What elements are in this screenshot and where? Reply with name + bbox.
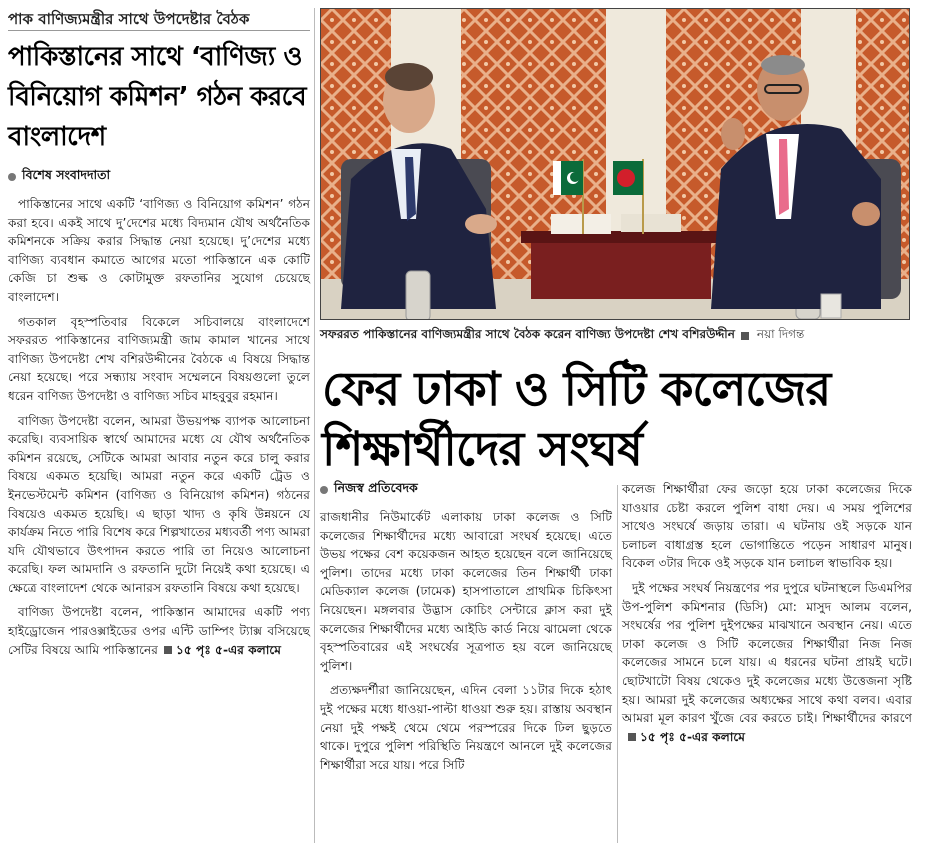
- main-headline: ফের ঢাকা ও সিটি কলেজের শিক্ষার্থীদের সংঘর্ষ: [322, 362, 831, 477]
- bullet-icon: [8, 173, 16, 181]
- main-paragraph: প্রত্যক্ষদর্শীরা জানিয়েছেন, এদিন বেলা ১১টার দিকে হঠাৎ দুই পক্ষের মধ্যে ধাওয়া-পাল্টা ধাওয়া শুরু হয়। রাস্তায় অবস্থান নেয়া দুই পক্ষই থেমে থেমে পরস্পরের দিকে ঢিল ছুড়তে থাকে। দুপুরে পুলিশ পরিস্থিতি নিয়ন্ত্রণে আনলে দুই কলেজের শিক্ষার্থীরা সরে যায়। পরে সিটি: [320, 683, 612, 772]
- kicker-rule: [8, 8, 310, 31]
- square-marker-icon: [628, 733, 636, 741]
- main-paragraph-text: দুই পক্ষের সংঘর্ষ নিয়ন্ত্রণের পর দুপুরে ঘটনাস্থলে ডিএমপির উপ-পুলিশ কমিশনার (ডিসি) মো: মাসুদ আলম বলেন, সংঘর্ষের পর পুলিশ দুইপক্ষের মাঝখানে অবস্থান নেয়। এতে ঢাকা কলেজ ও সিটি কলেজের শিক্ষার্থীরা নিজ নিজ কলেজের সামনে চলে যায়। এ ধরনের ঘটনা প্রায়ই ঘটে। ছোটখাটো বিষয় থেকেও দুই কলেজের মধ্যে উত্তেজনা সৃষ্টি হয়। আমরা দুই কলেজের অধ্যক্ষের সাথে কথা বলব। এবার আমরা মূল কারণ খুঁজে বের করতে চাই। শিক্ষার্থীদের কারণে: [622, 580, 912, 726]
- left-headline: পাকিস্তানের সাথে ‘বাণিজ্য ও বিনিয়োগ কমিশন’ গঠন করবে বাংলাদেশ: [8, 42, 307, 152]
- left-article: [8, 8, 310, 843]
- main-byline: [320, 480, 612, 500]
- left-paragraph: বাণিজ্য উপদেষ্টা বলেন, আমরা উভয়পক্ষ ব্যাপক আলোচনা করেছি। ব্যবসায়িক স্বার্থে আমাদের মধ্যে যে যৌথ অর্থনৈতিক কমিশন রয়েছে, সেটিকে আমরা আবার নতুন করে চালু করার বিষয়ে একমত হয়েছি। আমরা নতুন করে একটি ট্রেড ও ইনভেস্টমেন্ট কমিশন (বাণিজ্য ও বিনিয়োগ কমিশন) গঠনের বিষয়েও একমত হয়েছি। এ ছাড়া খাদ্য ও কৃষি উন্নয়নে যে কার্যক্রম নিতে পারি বিশেষ করে শিল্পখাতের মধ্যবর্তী পণ্য আমরা যদি যৌথভাবে উৎপাদন করতে পারি তা নিয়েও আলোচনা করেছি। ফল আমদানি ও রফতানি দুটো নিয়েই কথা হয়েছে। এ ক্ষেত্রে বাংলাদেশ থেকে আনারস রফতানি বিষয়ে কথা হয়েছে।: [8, 413, 310, 595]
- meeting-photo-illustration: [321, 9, 910, 320]
- photo-caption: [320, 326, 910, 346]
- square-marker-icon: [741, 332, 749, 340]
- main-paragraph: রাজধানীর নিউমার্কেট এলাকায় ঢাকা কলেজ ও সিটি কলেজের শিক্ষার্থীদের মধ্যে আবারো সংঘর্ষ হয়েছে। এতে উভয় পক্ষের বেশ কয়েকজন আহত হয়েছেন বলে জানিয়েছে পুলিশ। তাদের মধ্যে ঢাকা কলেজের তিন শিক্ষার্থী ঢাকা মেডিক্যাল কলেজ (ঢামেক) হাসপাতালে প্রাথমিক চিকিৎসা নিয়েছেন। মঙ্গলবার উদ্ভাস কোচিং সেন্টারে ক্লাস করা দুই কলেজের শিক্ষার্থীদের মধ্যে আইডি কার্ড নিয়ে ঝামেলা থেকে বৃহস্পতিবারের এই সংঘর্ষের সূত্রপাত হয় বলে জানিয়েছে পুলিশ।: [320, 510, 612, 673]
- left-paragraph-text: বাণিজ্য উপদেষ্টা বলেন, পাকিস্তান আমাদের একটি পণ্য হাইড্রোজেন পারওক্সাইডের ওপর এন্টি ডাম্পিং ট্যাক্স বসিয়েছে সেটির বিষয়ে আমি পাকিস্তানের: [8, 605, 310, 657]
- left-continuation: ১৫ পৃঃ ৫-এর কলামে: [175, 642, 282, 657]
- square-marker-icon: [164, 646, 172, 654]
- main-article-column-2: [622, 480, 912, 746]
- photo-caption-text: সফররত পাকিস্তানের বাণিজ্যমন্ত্রীর সাথে বৈঠক করেন বাণিজ্য উপদেষ্টা শেখ বশিরউদ্দীন: [320, 327, 735, 341]
- main-paragraph: কলেজ শিক্ষার্থীরা ফের জড়ো হয়ে ঢাকা কলেজের দিকে যাওয়ার চেষ্টা করলে পুলিশ বাধা দেয়। এ সময় পুলিশের সাথেও সংঘর্ষে জড়ায় তারা। এ ঘটনায় ওই সড়কে যান চলাচল বাধাগ্রস্ত হলে ভোগান্তিতে পড়েন সাধারণ মানুষ। বিকেল ৩টার দিকে ওই সড়কে যান চলাচল স্বাভাবিক হয়।: [622, 482, 912, 571]
- left-kicker: পাক বাণিজ্যমন্ত্রীর সাথে উপদেষ্টার বৈঠক: [8, 10, 250, 28]
- bullet-icon: [320, 486, 328, 494]
- news-photo: [320, 8, 910, 320]
- column-divider: [617, 485, 618, 843]
- main-continuation: ১৫ পৃঃ ৫-এর কলামে: [640, 729, 746, 744]
- photo-source: নয়া দিগন্ত: [756, 327, 805, 341]
- left-byline-text: বিশেষ সংবাদদাতা: [22, 167, 111, 182]
- left-paragraph-last: [8, 603, 310, 659]
- main-article-column-1: [320, 480, 612, 774]
- column-divider: [314, 8, 315, 843]
- left-paragraph: পাকিস্তানের সাথে একটি ‘বাণিজ্য ও বিনিয়োগ কমিশন’ গঠন করা হবে। একই সাথে দু’দেশের মধ্যে বিদ্যমান যৌথ অর্থনৈতিক কমিশনকে সক্রিয় করার সিদ্ধান্ত নেয়া হয়েছে। দু’দেশের মধ্যে বাণিজ্য ব্যবধান কমাতে আগের মতো পাকিস্তানে এক কোটি কেজি চা শুল্ক ও কোটামুক্ত রফতানির সুযোগ চেয়েছে বাংলাদেশ।: [8, 197, 310, 304]
- left-byline: [8, 167, 310, 187]
- left-paragraph: গতকাল বৃহস্পতিবার বিকেলে সচিবালয়ে বাংলাদেশে সফররত পাকিস্তানের বাণিজ্যমন্ত্রী জাম কামাল খানের সাথে বাণিজ্য উপদেষ্টা শেখ বশিরউদ্দীনের বৈঠকে এ বিষয়ে সিদ্ধান্ত নেয়া হয়েছে। পরে সন্ধ্যায় সংবাদ সম্মেলনে বিষয়গুলো তুলে ধরেন বাণিজ্য উপদেষ্টা ও বাণিজ্য সচিব মাহবুবুর রহমান।: [8, 314, 310, 403]
- main-byline-text: নিজস্ব প্রতিবেদক: [334, 480, 418, 495]
- main-paragraph-last: [622, 579, 912, 746]
